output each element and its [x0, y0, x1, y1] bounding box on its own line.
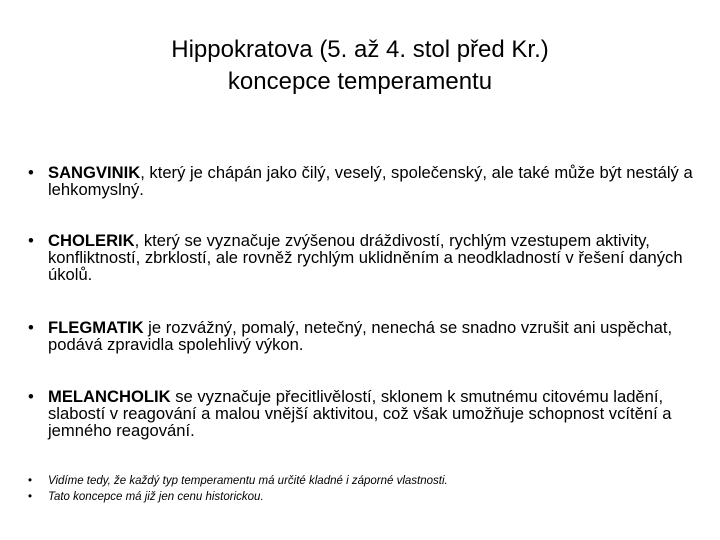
bullet-text	[48, 232, 700, 283]
title-line-1: Hippokratova (5. až 4. stol před Kr.)	[171, 36, 549, 63]
bullet-dot: •	[28, 491, 33, 503]
bullet-term: CHOLERIK	[48, 231, 135, 250]
bullet-dot: •	[28, 475, 33, 487]
bullet-text	[48, 164, 700, 198]
bullet-term: SANGVINIK	[48, 163, 141, 182]
bullet-dot: •	[28, 163, 34, 182]
bullet-item-cholerik	[28, 232, 700, 283]
bullet-description: , který se vyznačuje zvýšenou dráždivostí, rychlým vzestupem aktivity, konfliktností, zbrklostí, ale rovněž rychlým uklidněním a neodkladností v řešení daných úkolů.	[48, 231, 683, 284]
note-item	[28, 474, 700, 488]
note-text: Vidíme tedy, že každý typ temperamentu má určité kladné i záporné vlastnosti.	[48, 475, 448, 487]
bullet-term: FLEGMATIK	[48, 318, 144, 337]
bullet-dot: •	[28, 231, 34, 250]
title-line-2: koncepce temperamentu	[227, 68, 493, 95]
bullet-term: MELANCHOLIK	[48, 387, 171, 406]
note-item	[28, 490, 700, 504]
bullet-text	[48, 388, 700, 439]
bullet-text	[48, 319, 700, 353]
bullet-dot: •	[28, 318, 34, 337]
slide-title	[40, 34, 680, 98]
bullet-item-flegmatik	[28, 319, 700, 353]
bullet-description: , který je chápán jako čilý, veselý, společenský, ale také může být nestálý a lehkomyslný.	[48, 163, 693, 199]
bullet-item-sangvinik	[28, 164, 700, 198]
bullet-description: se vyznačuje přecitlivělostí, sklonem k smutnému citovému ladění, slabostí v reagování a malou vnější aktivitou, což však umožňuje schopnost vcítění a jemného reagování.	[48, 387, 672, 440]
bullet-description: je rozvážný, pomalý, netečný, nenechá se snadno vzrušit ani uspěchat, podává zpravidla spolehlivý výkon.	[48, 318, 673, 354]
bullet-item-melancholik	[28, 388, 700, 439]
bullet-dot: •	[28, 387, 34, 406]
note-text: Tato koncepce má již jen cenu historickou.	[48, 491, 264, 503]
